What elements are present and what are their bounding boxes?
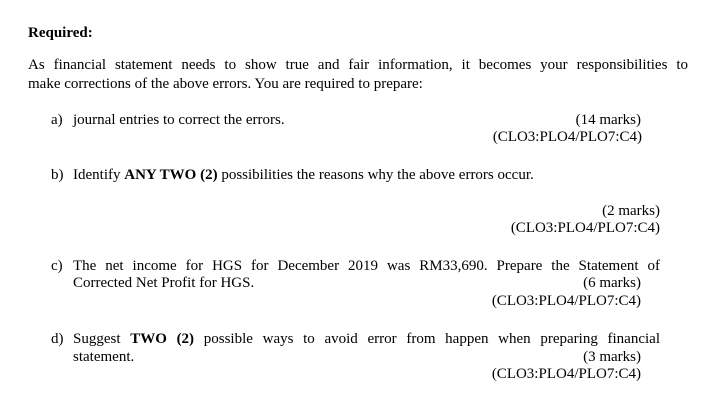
- question-d-text-bold: TWO (2): [130, 331, 195, 347]
- question-d-text-post: possible ways to avoid error from happen when preparing financial: [194, 331, 660, 347]
- question-a-text: journal entries to correct the errors.: [73, 112, 285, 128]
- section-heading: Required:: [28, 25, 93, 41]
- question-d-text-pre: Suggest: [73, 331, 131, 347]
- question-d-line-1: [73, 330, 660, 349]
- question-b-text: [73, 166, 534, 185]
- question-d-line-2: statement.: [73, 349, 135, 365]
- question-b-text-bold: ANY TWO (2): [124, 167, 218, 183]
- question-c-clo: (CLO3:PLO4/PLO7:C4): [491, 293, 641, 309]
- question-a-clo: (CLO3:PLO4/PLO7:C4): [492, 129, 642, 145]
- question-d-clo: (CLO3:PLO4/PLO7:C4): [491, 366, 641, 382]
- question-d-marks: (3 marks): [583, 349, 641, 365]
- question-b-clo: (CLO3:PLO4/PLO7:C4): [510, 220, 660, 236]
- question-c-label: c): [51, 258, 63, 274]
- intro-line-1: As financial statement needs to show true and fair information, it becomes your responsibilities to: [28, 57, 688, 73]
- question-b-text-pre: Identify: [73, 167, 125, 183]
- intro-line-2: make corrections of the above errors. You are required to prepare:: [28, 76, 423, 92]
- question-b-marks: (2 marks): [602, 203, 660, 219]
- question-c-line-1: The net income for HGS for December 2019 was RM33,690. Prepare the Statement of: [73, 258, 660, 274]
- question-b-text-post: possibilities the reasons why the above errors occur.: [217, 167, 534, 183]
- question-a-marks: (14 marks): [575, 112, 641, 128]
- question-a-label: a): [51, 112, 63, 128]
- question-d-label: d): [51, 331, 64, 347]
- question-b-label: b): [51, 167, 64, 183]
- question-c-marks: (6 marks): [583, 275, 641, 291]
- question-c-line-2: Corrected Net Profit for HGS.: [73, 275, 255, 291]
